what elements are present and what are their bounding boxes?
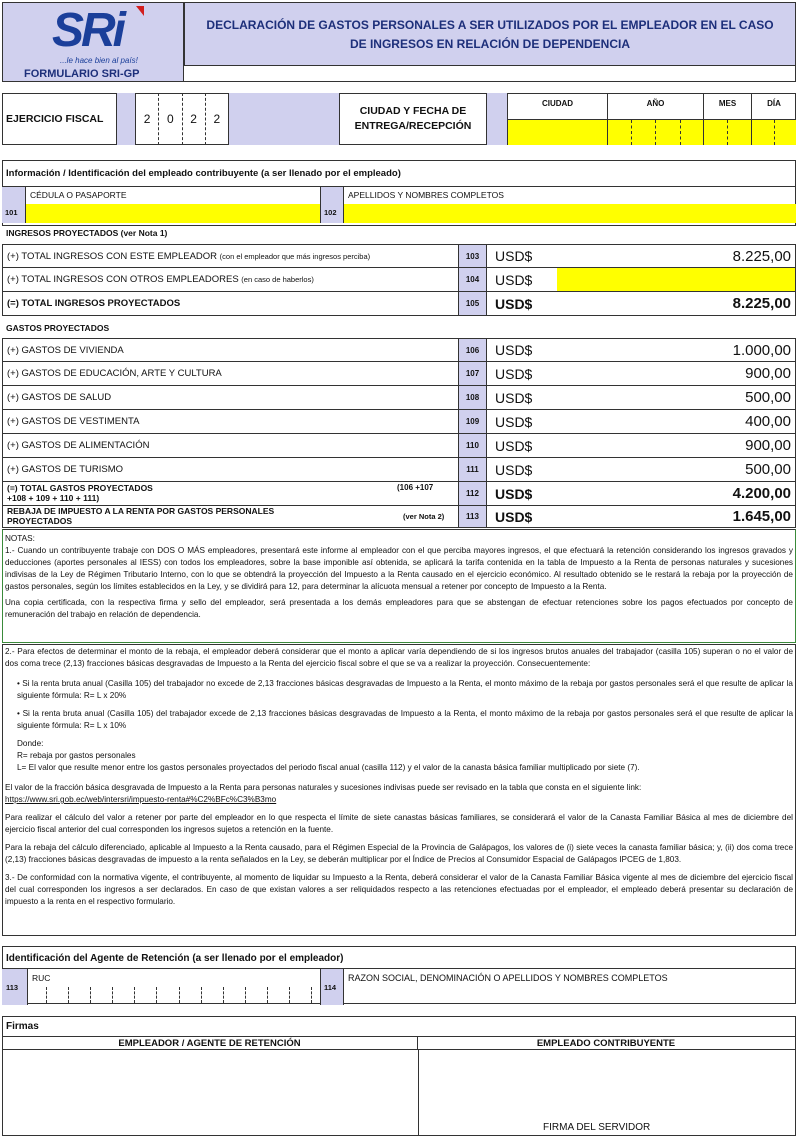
expense-row-code: 108 — [459, 386, 487, 409]
note-2-galapagos: Para la rebaja del cálculo diferenciado, aplicable al Impuesto a la Renta causado, para el Régimen Especial de la Provincia de Galápagos, los valores de (i) siete veces la canasta familiar básica; y, (ii) dos coma trece (2,13) fracciones básicas desgravadas de impuesto a la renta señalados en la Ley, se deberán multiplicar por el Índice de Precios al Consumidor Espacial de Galápagos IPCEG de 1,803. — [5, 843, 793, 864]
delivery-label-line-2: ENTREGA/RECEPCIÓN — [354, 120, 472, 132]
note-2-r-def: R= rebaja por gastos personales — [17, 751, 136, 760]
fiscal-year-label: EJERCICIO FISCAL — [6, 113, 104, 125]
rebate-row — [2, 506, 796, 528]
expense-row-code: 109 — [459, 410, 487, 433]
form-title-line-2: DE INGRESOS EN RELACIÓN DE DEPENDENCIA — [349, 37, 631, 51]
agent-id-row — [2, 968, 796, 1004]
expense-row-currency: USD$ — [495, 461, 533, 478]
logo-tagline: ...le hace bien al país! — [60, 56, 138, 65]
form-name: FORMULARIO SRI-GP — [24, 68, 140, 80]
expense-row-code: 111 — [459, 458, 487, 481]
code-101: 101 — [2, 187, 26, 223]
income-row-label: (+) TOTAL INGRESOS CON ESTE EMPLEADOR — [7, 250, 218, 262]
expense-row-amount[interactable]: 900,00 — [745, 365, 791, 382]
expense-row-amount[interactable]: 500,00 — [745, 461, 791, 478]
employer-sign-label: EMPLEADOR / AGENTE DE RETENCIÓN — [2, 1037, 418, 1050]
income-total-code: 105 — [459, 292, 487, 315]
expense-total-formula: (106 +107 — [397, 483, 434, 492]
expense-row-code: 110 — [459, 434, 487, 457]
note-1b: Una copia certificada, con la respectiva firma y sello del empleador, será presentada a los demás empleadores para que se abstengan de efectuar retenciones sobre los pagos efectuados por concepto de remuneración del trabajo en relación de dependencia. — [5, 598, 793, 619]
col-month: MES — [704, 93, 752, 119]
expense-row-currency: USD$ — [495, 342, 533, 358]
expense-total-code: 112 — [459, 482, 487, 505]
notes-title: NOTAS: — [5, 534, 35, 543]
form-title — [186, 16, 794, 54]
year-input[interactable] — [608, 119, 704, 145]
fiscal-year-digits[interactable] — [136, 93, 228, 145]
fiscal-year-digit: 0 — [158, 93, 181, 145]
income-row-note: (con el empleador que más ingresos perciba) — [219, 251, 371, 261]
expense-row-label: (+) GASTOS DE VESTIMENTA — [3, 410, 459, 433]
expense-row — [2, 458, 796, 482]
expense-total-label-2: +108 + 109 + 110 + 111) — [7, 493, 100, 503]
agent-name-input[interactable] — [344, 985, 796, 1004]
income-total-currency: USD$ — [495, 295, 533, 312]
name-label: APELLIDOS Y NOMBRES COMPLETOS — [348, 190, 504, 200]
logo-red-accent — [136, 6, 144, 16]
rebate-currency: USD$ — [495, 508, 533, 525]
day-input[interactable] — [752, 119, 796, 145]
expense-row-amount[interactable]: 900,00 — [745, 437, 791, 454]
income-row — [2, 244, 796, 268]
expense-row-label: (+) GASTOS DE ALIMENTACIÓN — [3, 434, 459, 457]
income-row-amount[interactable] — [557, 268, 795, 291]
expense-row-code: 106 — [459, 339, 487, 361]
fiscal-year-digit: 2 — [143, 112, 151, 126]
expense-row-amount[interactable]: 1.000,00 — [732, 341, 791, 359]
employee-section-title: Información / Identificación del empleado contribuyente (a ser llenado por el empleado) — [6, 168, 401, 179]
income-row-amount[interactable]: 8.225,00 — [732, 247, 791, 265]
rebate-amount: 1.645,00 — [732, 508, 791, 525]
delivery-label — [340, 104, 486, 134]
notes-block-2-text — [5, 646, 793, 912]
expense-row-currency: USD$ — [495, 365, 533, 382]
ruc-input[interactable] — [46, 987, 316, 1003]
expense-row-currency: USD$ — [495, 413, 533, 430]
delivery-label-line-1: CIUDAD Y FECHA DE — [359, 105, 467, 117]
agent-name-label: RAZON SOCIAL, DENOMINACIÓN O APELLIDOS Y NOMBRES COMPLETOS — [348, 973, 668, 983]
fiscal-year-digit: 2 — [205, 93, 228, 145]
income-section-title: INGRESOS PROYECTADOS (ver Nota 1) — [6, 228, 168, 238]
note-3: 3.- De conformidad con la normativa vigente, el contribuyente, al momento de liquidar su Impuesto a la Renta, deberá considerar el valor de la Canasta Familiar Básica vigente al mes de diciembre del ejercicio fiscal del cual corresponden los ingresos a ser declarados. En caso de que existan valores a ser reliquidados respecto a las retenciones efectuadas por el empleador, el empleado deberá presentar su declaración de impuesto a la renta en el respectivo formulario. — [5, 873, 793, 906]
expense-row-currency: USD$ — [495, 389, 533, 406]
income-total-label: (=) TOTAL INGRESOS PROYECTADOS — [3, 292, 459, 315]
expense-row-code: 107 — [459, 362, 487, 385]
note-2-bullet-2: • Si la renta bruta anual (Casilla 105) del trabajador excede de 2,13 fracciones básicas desgravadas de Impuesto a la Renta, el monto máximo de la rebaja por gastos personales será el que resulte de aplicar la siguiente fórmula: R= L x 10% — [17, 709, 793, 730]
delivery-sep — [486, 93, 508, 145]
logo-text: SRi — [52, 4, 124, 57]
income-total-row — [2, 292, 796, 316]
employee-sign-label: EMPLEADO CONTRIBUYENTE — [536, 1038, 676, 1049]
income-total-amount: 8.225,00 — [732, 295, 791, 312]
fiscal-year-digit: 2 — [182, 93, 205, 145]
month-input[interactable] — [704, 119, 752, 145]
expense-row-amount[interactable]: 500,00 — [745, 389, 791, 406]
rebate-label-1: REBAJA DE IMPUESTO A LA RENTA POR GASTOS PERSONALES — [7, 506, 275, 516]
expense-row — [2, 338, 796, 362]
note-1: 1.- Cuando un contribuyente trabaje con DOS O MÁS empleadores, presentará este informe al empleador con el que perciba mayores ingresos, el que efectuará la retención considerando los ingresos gravados y deducciones (aportes personales al IESS) con todos los empleadores, sobre la base imponible así obtenida, se aplicará la tarifa contenida en la tabla de Impuesto a la Renta de personas naturales y sucesiones indivisas de la Ley de Régimen Tributario Interno, con lo que se obtendrá la proyección del Impuesto a la Renta causado en el ejercicio económico. Al resultado obtenido se le restará la rebaja por la proyección de gastos personales, según los límites establecidos en la Ley, y se dividirá para 12, para determinar la alícuota mensual a retener por concepto de Impuesto a la Renta. — [5, 546, 793, 591]
fiscal-year-sep-1 — [116, 93, 136, 145]
income-row-code: 103 — [459, 245, 487, 267]
expense-row-label: (+) GASTOS DE VIVIENDA — [3, 339, 459, 361]
expense-total-currency: USD$ — [495, 485, 533, 502]
expense-row-amount[interactable]: 400,00 — [745, 413, 791, 430]
signature-headers — [2, 1036, 796, 1050]
rebate-code: 113 — [459, 506, 487, 527]
note-2-fraction: El valor de la fracción básica desgravada de Impuesto a la Renta para personas naturales y sucesiones indivisas puede ser revisado en la tabla que consta en el siguiente link: — [5, 783, 642, 792]
name-input[interactable] — [344, 204, 796, 223]
expense-total-row — [2, 482, 796, 506]
expense-row — [2, 386, 796, 410]
note-2-canasta: Para realizar el cálculo del valor a retener por parte del empleador en lo que respecta el límite de siete canastas básicas familiares, se considerará el valor de la Canasta Familiar Básica al mes de diciembre del ejercicio fiscal anterior del cual corresponden los ingresos sujetos a retención en la fuente. — [5, 813, 793, 834]
note-2-l-def: L= El valor que resulte menor entre los gastos personales proyectados del periodo fiscal anual (casilla 112) y el valor de la canasta básica familiar multiplicado por siete (7). — [17, 763, 640, 772]
expense-total-amount: 4.200,00 — [732, 485, 791, 502]
expense-row — [2, 410, 796, 434]
expense-row-currency: USD$ — [495, 437, 533, 454]
income-row-currency: USD$ — [495, 271, 533, 288]
agent-section-title: Identificación del Agente de Retención (a ser llenado por el empleador) — [6, 953, 344, 964]
expenses-section-title: GASTOS PROYECTADOS — [6, 323, 110, 333]
col-day: DÍA — [767, 99, 781, 108]
income-row-code: 104 — [459, 268, 487, 291]
expense-row-label: (+) GASTOS DE EDUCACIÓN, ARTE Y CULTURA — [3, 362, 459, 385]
notes-block-1-text — [5, 533, 793, 625]
employee-id-row — [2, 186, 796, 222]
note-2: 2.- Para efectos de determinar el monto de la rebaja, el empleador deberá considerar que el monto a aplicar varía dependiendo de si los ingresos brutos anuales del trabajador (casilla 105) superan o no el valor de dos coma trece (2,13) fracciones básicas desgravadas de Impuesto a la Renta del ejercicio fiscal sobre el que se va a realizar la proyección. Consecuentemente: — [5, 647, 793, 668]
code-102: 102 — [320, 187, 344, 223]
date-header-row — [508, 93, 796, 119]
income-row — [2, 268, 796, 292]
expense-row-label: (+) GASTOS DE SALUD — [3, 386, 459, 409]
expense-row — [2, 362, 796, 386]
fiscal-year-sep-2 — [228, 93, 340, 145]
expense-row-label: (+) GASTOS DE TURISMO — [3, 458, 459, 481]
note-2-donde: Donde: — [17, 739, 44, 748]
expense-total-label-1: (=) TOTAL GASTOS PROYECTADOS — [7, 483, 153, 493]
employer-signature-area[interactable] — [2, 1050, 419, 1136]
col-city: CIUDAD — [508, 93, 608, 119]
expense-row — [2, 434, 796, 458]
id-label: CÉDULA O PASAPORTE — [30, 190, 127, 200]
rebate-label-2: PROYECTADOS — [7, 516, 73, 526]
city-input[interactable] — [508, 119, 608, 145]
note-2-bullet-1: • Si la renta bruta anual (Casilla 105) del trabajador no excede de 2,13 fracciones básicas desgravadas de Impuesto a la Renta, el monto máximo de la rebaja por gastos personales será el que resulte de aplicar la siguiente fórmula: R= L x 20% — [17, 679, 793, 700]
col-year: AÑO — [608, 93, 704, 119]
income-row-currency: USD$ — [495, 248, 533, 264]
code-114: 114 — [320, 969, 344, 1005]
income-row-label: (+) TOTAL INGRESOS CON OTROS EMPLEADORES — [7, 274, 239, 285]
form-title-line-1: DECLARACIÓN DE GASTOS PERSONALES A SER UTILIZADOS POR EL EMPLEADOR EN EL CASO — [206, 18, 774, 32]
income-row-note: (en caso de haberlos) — [241, 275, 314, 284]
sri-logo — [52, 4, 148, 58]
employee-sign-caption: FIRMA DEL SERVIDOR — [543, 1122, 651, 1133]
id-input[interactable] — [26, 204, 320, 223]
signatures-section-title: Firmas — [6, 1021, 39, 1032]
code-113: 113 — [2, 969, 28, 1005]
rebate-note: (ver Nota 2) — [403, 512, 445, 521]
ruc-label: RUC — [32, 973, 51, 983]
sri-link[interactable]: https://www.sri.gob.ec/web/intersri/impuesto-renta#%C2%BFc%C3%B3mo — [5, 795, 277, 804]
